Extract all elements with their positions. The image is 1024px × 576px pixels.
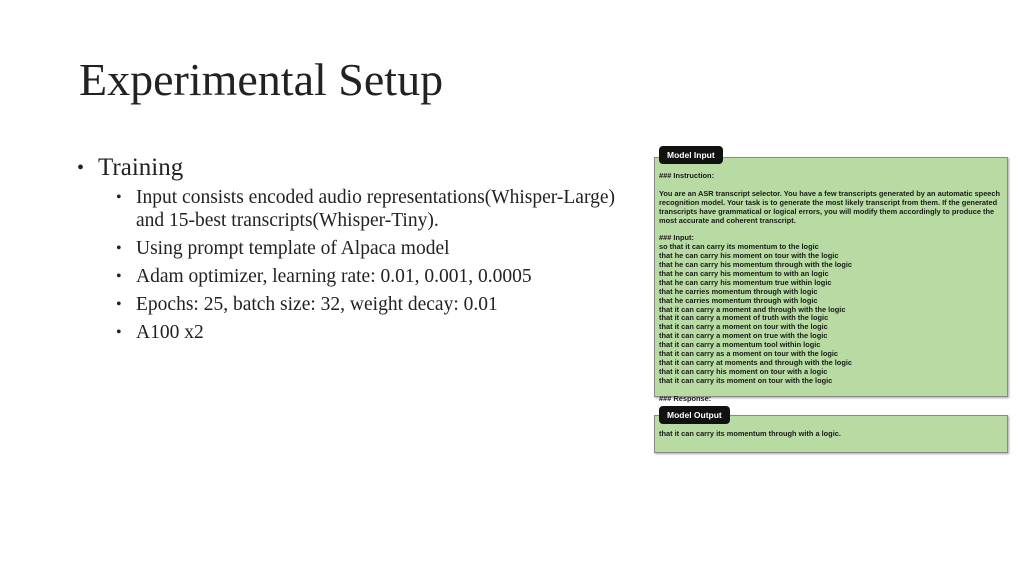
input-line: so that it can carry its momentum to the logic — [659, 242, 819, 252]
bullet-training-label: Training — [98, 154, 184, 181]
input-line: that he carries momentum through with logic — [659, 295, 818, 305]
input-line: that it can carry a moment of truth with the logic — [659, 313, 829, 323]
model-output-tag: Model Output — [659, 406, 730, 424]
bullet-list — [76, 152, 646, 349]
input-line: that it can carry a moment on true with the logic — [659, 331, 828, 341]
sub-bullet-prompt-template: • Using prompt template of Alpaca model — [114, 237, 646, 260]
instruction-header: ### Instruction: — [659, 171, 715, 180]
input-line: that he can carry his momentum to with an logic — [659, 268, 829, 278]
input-line: that it can carry at moments and through with the logic — [659, 358, 852, 367]
input-line: that it can carry a moment and through with the logic — [659, 304, 846, 314]
response-header: ### Response: — [659, 393, 712, 403]
input-line: that he can carry his momentum true within logic — [659, 277, 832, 287]
sub-bullet-list — [98, 186, 646, 344]
input-line: that he carries momentum through with logic — [659, 286, 818, 296]
input-line: that it can carry his moment on tour with a logic — [659, 366, 828, 376]
sub-bullet-input: • Input consists encoded audio representations(Whisper-Large) and 15-best transcripts(Whisper-Tiny). — [114, 186, 646, 232]
model-input-panel — [654, 157, 1008, 403]
input-line: that it can carry its moment on tour with the logic — [659, 375, 833, 385]
input-line: that it can carry as a moment on tour with the logic — [659, 349, 839, 359]
model-input-tag: Model Input — [659, 146, 723, 164]
sub-bullet-hardware: • A100 x2 — [114, 321, 646, 344]
bullet-training — [76, 152, 646, 344]
input-header: ### Input: — [659, 233, 694, 243]
input-line: that it can carry a moment on tour with the logic — [659, 322, 828, 332]
instruction-text: You are an ASR transcript selector. You have a few transcripts generated by an automatic speech recognition model. Your task is to generate the most likely transcript from them. If the generated transcripts have grammatical or logical errors, you will modify them accordingly to produce the most accurate and coherent transcript. — [659, 188, 1001, 225]
slide-title: Experimental Setup — [79, 54, 444, 105]
model-output-text: that it can carry its momentum through with a logic. — [659, 429, 841, 438]
input-line: that he can carry his momentum through with the logic — [659, 260, 852, 270]
sub-bullet-optimizer: • Adam optimizer, learning rate: 0.01, 0.001, 0.0005 — [114, 265, 646, 288]
sub-bullet-epochs: • Epochs: 25, batch size: 32, weight decay: 0.01 — [114, 293, 646, 316]
input-line: that it can carry a momentum tool within logic — [659, 340, 821, 350]
input-line: that he can carry his moment on tour with the logic — [659, 251, 839, 261]
